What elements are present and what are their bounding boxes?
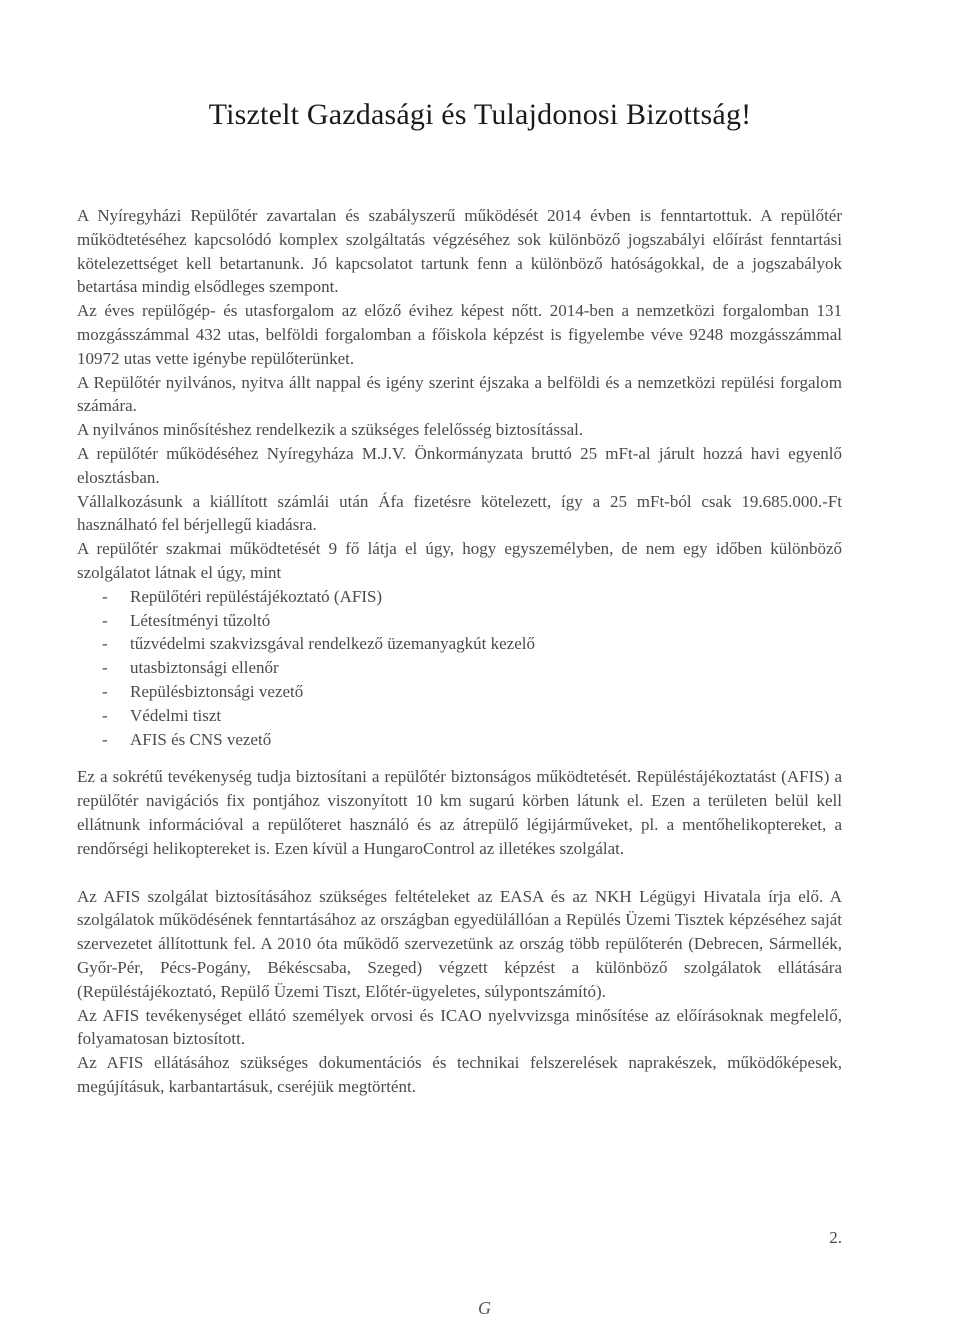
paragraph-afis-scope: Ez a sokrétű tevékenység tudja biztosítani a repülőtér biztonságos működtetését. Repüléstájékoztatást (AFIS) a repülőtér navigációs fix pontjához viszonyított 10 km sugarú körben látunk el. Ezen a területen belül kell ellátnunk információval a repülőteret használó és az átrepülő légijárműveket, pl. a mentőhelikoptereket, a rendőrségi helikoptereket is. Ezen kívül a HungaroControl az illetékes szolgálat. bbox=[77, 767, 842, 858]
document-body bbox=[77, 204, 842, 1099]
paragraph-traffic: Az éves repülőgép- és utasforgalom az előző évihez képest nőtt. 2014-ben a nemzetközi forgalomban 131 mozgásszámmal 432 utas, belföldi forgalomban a főiskola képzést is figyelembe véve 9248 mozgásszámmal 10972 utas vette igénybe repülőterünket. bbox=[77, 301, 842, 368]
paragraph-opening: A Repülőtér nyilvános, nyitva állt nappal és igény szerint éjszaka a belföldi és a nemzetközi repülési forgalom számára. bbox=[77, 372, 842, 416]
list-item: - AFIS és CNS vezető bbox=[102, 728, 842, 752]
paragraph-intro: A Nyíregyházi Repülőtér zavartalan és szabályszerű működését 2014 évben is fenntartottuk. A repülőtér működtetéséhez kapcsolódó komplex szolgáltatás végzéséhez sok különböző jogszabályi előírást fenntartási kötelezettséget kell betartanunk. Jó kapcsolatot tartunk fenn a különböző hatóságokkal, de a jogszabályok betartása mindig elsődleges szempont. bbox=[77, 206, 842, 297]
paragraph-afis-equipment: Az AFIS ellátásához szükséges dokumentációs és technikai felszerelések naprakészek, működőképesek, megújításuk, karbantartásuk, cseréjük megtörtént. bbox=[77, 1053, 842, 1096]
paragraph-staff: A repülőtér szakmai működtetését 9 fő látja el úgy, hogy egyszemélyben, de nem egy időben különböző szolgálatot látnak el úgy, mint bbox=[77, 539, 842, 582]
list-item: - tűzvédelmi szakvizsgával rendelkező üzemanyagkút kezelő bbox=[102, 632, 842, 656]
list-item: - utasbiztonsági ellenőr bbox=[102, 656, 842, 680]
paragraph-afis-qualification: Az AFIS tevékenységet ellátó személyek orvosi és ICAO nyelvvizsga minősítése az előírásoknak megfelelő, folyamatosan biztosított. bbox=[77, 1005, 842, 1049]
paragraph-funding: A repülőtér működéséhez Nyíregyháza M.J.V. Önkormányzata bruttó 25 mFt-al járult hozzá havi egyenlő elosztásban. bbox=[77, 443, 842, 487]
handwritten-mark: G bbox=[478, 1298, 491, 1318]
list-item: - Védelmi tiszt bbox=[102, 704, 842, 728]
roles-list bbox=[77, 585, 842, 752]
list-item: - Repülésbiztonsági vezető bbox=[102, 680, 842, 704]
page-number: 2. bbox=[829, 1228, 842, 1247]
paragraph-vat: Vállalkozásunk a kiállított számlái után Áfa fizetésre kötelezett, így a 25 mFt-ból csak 19.685.000.-Ft használható fel bérjellegű kiadásra. bbox=[77, 491, 842, 535]
paragraph-insurance: A nyilvános minősítéshez rendelkezik a szükséges felelősség biztosítással. bbox=[77, 420, 584, 440]
list-item: - Repülőtéri repüléstájékoztató (AFIS) bbox=[102, 585, 842, 609]
spacer bbox=[77, 751, 842, 765]
spacer bbox=[77, 861, 842, 885]
list-item: - Létesítményi tűzoltó bbox=[102, 609, 842, 633]
page-title: Tisztelt Gazdasági és Tulajdonosi Bizottság! bbox=[208, 98, 752, 131]
paragraph-afis-conditions: Az AFIS szolgálat biztosításához szükséges feltételeket az EASA és az NKH Légügyi Hivatala írja elő. A szolgálatok működésének fenntartásához az országban egyedülállóan a Repülés Üzemi Tisztek képzéséhez saját szervezetet állítottunk fel. A 2010 óta működő szervezetünk az ország több repülőterén (Debrecen, Sármellék, Győr-Pér, Pécs-Pogány, Békéscsaba, Szeged) végzett képzést a különböző szolgálatok ellátására (Repüléstájékoztató, Repülő Üzemi Tiszt, Előtér-ügyeletes, súlypontszámító). bbox=[77, 886, 842, 1001]
